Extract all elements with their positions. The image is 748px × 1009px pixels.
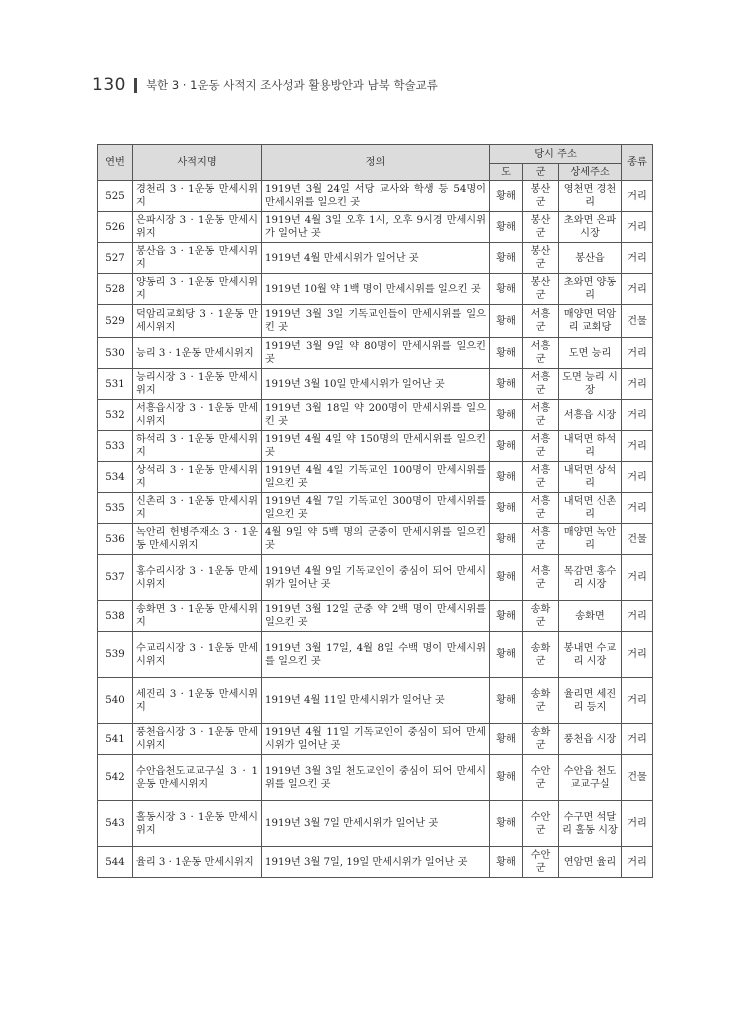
county: 수안군: [523, 755, 559, 801]
detailed-address: 풍천읍 시장: [559, 724, 622, 755]
county: 서흥군: [523, 555, 559, 601]
county: 송화군: [523, 724, 559, 755]
site-definition: 1919년 4월 3일 오후 1시, 오후 9시경 만세시위가 일어난 곳: [262, 212, 490, 243]
row-number: 543: [98, 801, 133, 847]
detailed-address: 초와면 은파 시장: [559, 212, 622, 243]
detailed-address: 초와면 양동리: [559, 274, 622, 305]
site-definition: 1919년 10월 약 1백 명이 만세시위를 일으킨 곳: [262, 274, 490, 305]
province: 황해: [490, 724, 523, 755]
site-name: 수교리시장 3 · 1운동 만세시위지: [133, 632, 262, 678]
county: 송화군: [523, 632, 559, 678]
row-number: 539: [98, 632, 133, 678]
site-definition: 1919년 4월 9일 기독교인이 중심이 되어 만세시위가 일어난 곳: [262, 555, 490, 601]
table-row: [98, 274, 653, 305]
table-row: [98, 801, 653, 847]
province: 황해: [490, 369, 523, 400]
province: 황해: [490, 755, 523, 801]
detailed-address: 매양면 덕암리 교회당: [559, 305, 622, 338]
page-number: 130: [92, 75, 126, 95]
site-definition: 1919년 3월 12일 군중 약 2백 명이 만세시위를 일으킨 곳: [262, 601, 490, 632]
detailed-address: 내덕면 상석리: [559, 462, 622, 493]
site-name: 송화면 3 · 1운동 만세시위지: [133, 601, 262, 632]
site-definition: 1919년 3월 18일 약 200명이 만세시위를 일으킨 곳: [262, 400, 490, 431]
header-divider: [134, 78, 137, 93]
site-name: 상석리 3 · 1운동 만세시위지: [133, 462, 262, 493]
county: 봉산군: [523, 243, 559, 274]
row-number: 533: [98, 431, 133, 462]
detailed-address: 수안읍 천도교교구실: [559, 755, 622, 801]
detailed-address: 내덕면 신촌리: [559, 493, 622, 524]
detailed-address: 목감면 홍수리 시장: [559, 555, 622, 601]
site-type: 거리: [622, 369, 653, 400]
col-header-address-group: 당시 주소: [490, 145, 622, 164]
site-type: 거리: [622, 493, 653, 524]
col-header-definition: 정의: [262, 145, 490, 181]
site-type: 거리: [622, 212, 653, 243]
row-number: 530: [98, 338, 133, 369]
county: 서흥군: [523, 524, 559, 555]
row-number: 534: [98, 462, 133, 493]
table-row: [98, 305, 653, 338]
table-row: [98, 369, 653, 400]
detailed-address: 매양면 녹안리: [559, 524, 622, 555]
site-name: 능리시장 3 · 1운동 만세시위지: [133, 369, 262, 400]
province: 황해: [490, 801, 523, 847]
detailed-address: 봉산읍: [559, 243, 622, 274]
site-definition: 1919년 3월 24일 서당 교사와 학생 등 54명이 만세시위를 일으킨 곳: [262, 181, 490, 212]
county: 봉산군: [523, 274, 559, 305]
table-row: [98, 462, 653, 493]
site-type: 거리: [622, 338, 653, 369]
county: 서흥군: [523, 493, 559, 524]
province: 황해: [490, 601, 523, 632]
province: 황해: [490, 274, 523, 305]
county: 서흥군: [523, 462, 559, 493]
table-row: [98, 555, 653, 601]
province: 황해: [490, 555, 523, 601]
site-name: 서흥읍시장 3 · 1운동 만세시위지: [133, 400, 262, 431]
province: 황해: [490, 400, 523, 431]
county: 수안군: [523, 847, 559, 878]
row-number: 541: [98, 724, 133, 755]
province: 황해: [490, 338, 523, 369]
province: 황해: [490, 632, 523, 678]
site-definition: 1919년 4월 11일 만세시위가 일어난 곳: [262, 678, 490, 724]
detailed-address: 송화면: [559, 601, 622, 632]
table-row: [98, 212, 653, 243]
detailed-address: 수구면 석달리 홀동 시장: [559, 801, 622, 847]
row-number: 544: [98, 847, 133, 878]
table-row: [98, 181, 653, 212]
site-definition: 1919년 4월 4일 기독교인 100명이 만세시위를 일으킨 곳: [262, 462, 490, 493]
province: 황해: [490, 181, 523, 212]
historic-sites-table: [97, 144, 653, 878]
row-number: 527: [98, 243, 133, 274]
province: 황해: [490, 431, 523, 462]
site-name: 신촌리 3 · 1운동 만세시위지: [133, 493, 262, 524]
site-type: 거리: [622, 555, 653, 601]
row-number: 535: [98, 493, 133, 524]
site-definition: 4월 9일 약 5백 명의 군중이 만세시위를 일으킨 곳: [262, 524, 490, 555]
county: 송화군: [523, 601, 559, 632]
detailed-address: 도면 능리: [559, 338, 622, 369]
table-row: [98, 601, 653, 632]
site-type: 거리: [622, 243, 653, 274]
site-definition: 1919년 3월 10일 만세시위가 일어난 곳: [262, 369, 490, 400]
site-name: 은파시장 3 · 1운동 만세시위지: [133, 212, 262, 243]
table-body: [98, 181, 653, 878]
county: 봉산군: [523, 181, 559, 212]
county: 서흥군: [523, 369, 559, 400]
province: 황해: [490, 678, 523, 724]
table-row: [98, 632, 653, 678]
site-definition: 1919년 4월 만세시위가 일어난 곳: [262, 243, 490, 274]
site-definition: 1919년 3월 7일, 19일 만세시위가 일어난 곳: [262, 847, 490, 878]
site-name: 봉산읍 3 · 1운동 만세시위지: [133, 243, 262, 274]
site-type: 거리: [622, 181, 653, 212]
site-name: 율리 3 · 1운동 만세시위지: [133, 847, 262, 878]
col-header-gun: 군: [523, 164, 559, 181]
county: 서흥군: [523, 338, 559, 369]
col-header-name: 사적지명: [133, 145, 262, 181]
site-type: 건물: [622, 524, 653, 555]
table-row: [98, 493, 653, 524]
row-number: 537: [98, 555, 133, 601]
province: 황해: [490, 212, 523, 243]
site-definition: 1919년 3월 7일 만세시위가 일어난 곳: [262, 801, 490, 847]
table-row: [98, 678, 653, 724]
table-row: [98, 524, 653, 555]
detailed-address: 율리면 세진리 등지: [559, 678, 622, 724]
county: 서흥군: [523, 305, 559, 338]
row-number: 536: [98, 524, 133, 555]
site-name: 하석리 3 · 1운동 만세시위지: [133, 431, 262, 462]
table-row: [98, 847, 653, 878]
site-name: 양동리 3 · 1운동 만세시위지: [133, 274, 262, 305]
site-type: 거리: [622, 462, 653, 493]
col-header-do: 도: [490, 164, 523, 181]
site-definition: 1919년 3월 9일 약 80명이 만세시위를 일으킨 곳: [262, 338, 490, 369]
row-number: 525: [98, 181, 133, 212]
site-type: 건물: [622, 305, 653, 338]
detailed-address: 영천면 경천리: [559, 181, 622, 212]
table-row: [98, 724, 653, 755]
county: 송화군: [523, 678, 559, 724]
row-number: 532: [98, 400, 133, 431]
row-number: 538: [98, 601, 133, 632]
row-number: 540: [98, 678, 133, 724]
site-type: 거리: [622, 847, 653, 878]
site-name: 세진리 3 · 1운동 만세시위지: [133, 678, 262, 724]
site-definition: 1919년 3월 3일 천도교인이 중심이 되어 만세시위를 일으킨 곳: [262, 755, 490, 801]
site-name: 덕암리교회당 3 · 1운동 만세시위지: [133, 305, 262, 338]
site-type: 건물: [622, 755, 653, 801]
detailed-address: 봉내면 수교리 시장: [559, 632, 622, 678]
col-header-type: 종류: [622, 145, 653, 181]
site-type: 거리: [622, 601, 653, 632]
detailed-address: 내덕면 하석리: [559, 431, 622, 462]
table-row: [98, 755, 653, 801]
site-type: 거리: [622, 724, 653, 755]
site-name: 홀동시장 3 · 1운동 만세시위지: [133, 801, 262, 847]
page-header: [92, 74, 438, 96]
site-definition: 1919년 4월 7일 기독교인 300명이 만세시위를 일으킨 곳: [262, 493, 490, 524]
site-definition: 1919년 4월 4일 약 150명의 만세시위를 일으킨 곳: [262, 431, 490, 462]
county: 서흥군: [523, 431, 559, 462]
site-definition: 1919년 3월 17일, 4월 8일 수백 명이 만세시위를 일으킨 곳: [262, 632, 490, 678]
row-number: 531: [98, 369, 133, 400]
province: 황해: [490, 524, 523, 555]
col-header-detail: 상세주소: [559, 164, 622, 181]
county: 서흥군: [523, 400, 559, 431]
site-type: 거리: [622, 400, 653, 431]
site-type: 거리: [622, 801, 653, 847]
province: 황해: [490, 493, 523, 524]
site-type: 거리: [622, 678, 653, 724]
table-row: [98, 431, 653, 462]
row-number: 542: [98, 755, 133, 801]
detailed-address: 연암면 율리: [559, 847, 622, 878]
detailed-address: 도면 능리 시장: [559, 369, 622, 400]
county: 봉산군: [523, 212, 559, 243]
province: 황해: [490, 462, 523, 493]
row-number: 529: [98, 305, 133, 338]
site-name: 녹안리 헌병주재소 3 · 1운동 만세시위지: [133, 524, 262, 555]
site-type: 거리: [622, 431, 653, 462]
site-definition: 1919년 4월 11일 기독교인이 중심이 되어 만세시위가 일어난 곳: [262, 724, 490, 755]
row-number: 526: [98, 212, 133, 243]
row-number: 528: [98, 274, 133, 305]
table-row: [98, 400, 653, 431]
table-row: [98, 243, 653, 274]
site-name: 풍천읍시장 3 · 1운동 만세시위지: [133, 724, 262, 755]
col-header-num: 연번: [98, 145, 133, 181]
province: 황해: [490, 847, 523, 878]
site-definition: 1919년 3월 3일 기독교인들이 만세시위를 일으킨 곳: [262, 305, 490, 338]
county: 수안군: [523, 801, 559, 847]
site-name: 경천리 3 · 1운동 만세시위지: [133, 181, 262, 212]
site-name: 홍수리시장 3 · 1운동 만세시위지: [133, 555, 262, 601]
province: 황해: [490, 305, 523, 338]
site-type: 거리: [622, 274, 653, 305]
site-name: 능리 3 · 1운동 만세시위지: [133, 338, 262, 369]
province: 황해: [490, 243, 523, 274]
running-title: 북한 3 · 1운동 사적지 조사성과 활용방안과 남북 학술교류: [145, 78, 438, 92]
site-name: 수안읍천도교교구실 3 · 1운동 만세시위지: [133, 755, 262, 801]
site-type: 거리: [622, 632, 653, 678]
detailed-address: 서흥읍 시장: [559, 400, 622, 431]
table-row: [98, 338, 653, 369]
